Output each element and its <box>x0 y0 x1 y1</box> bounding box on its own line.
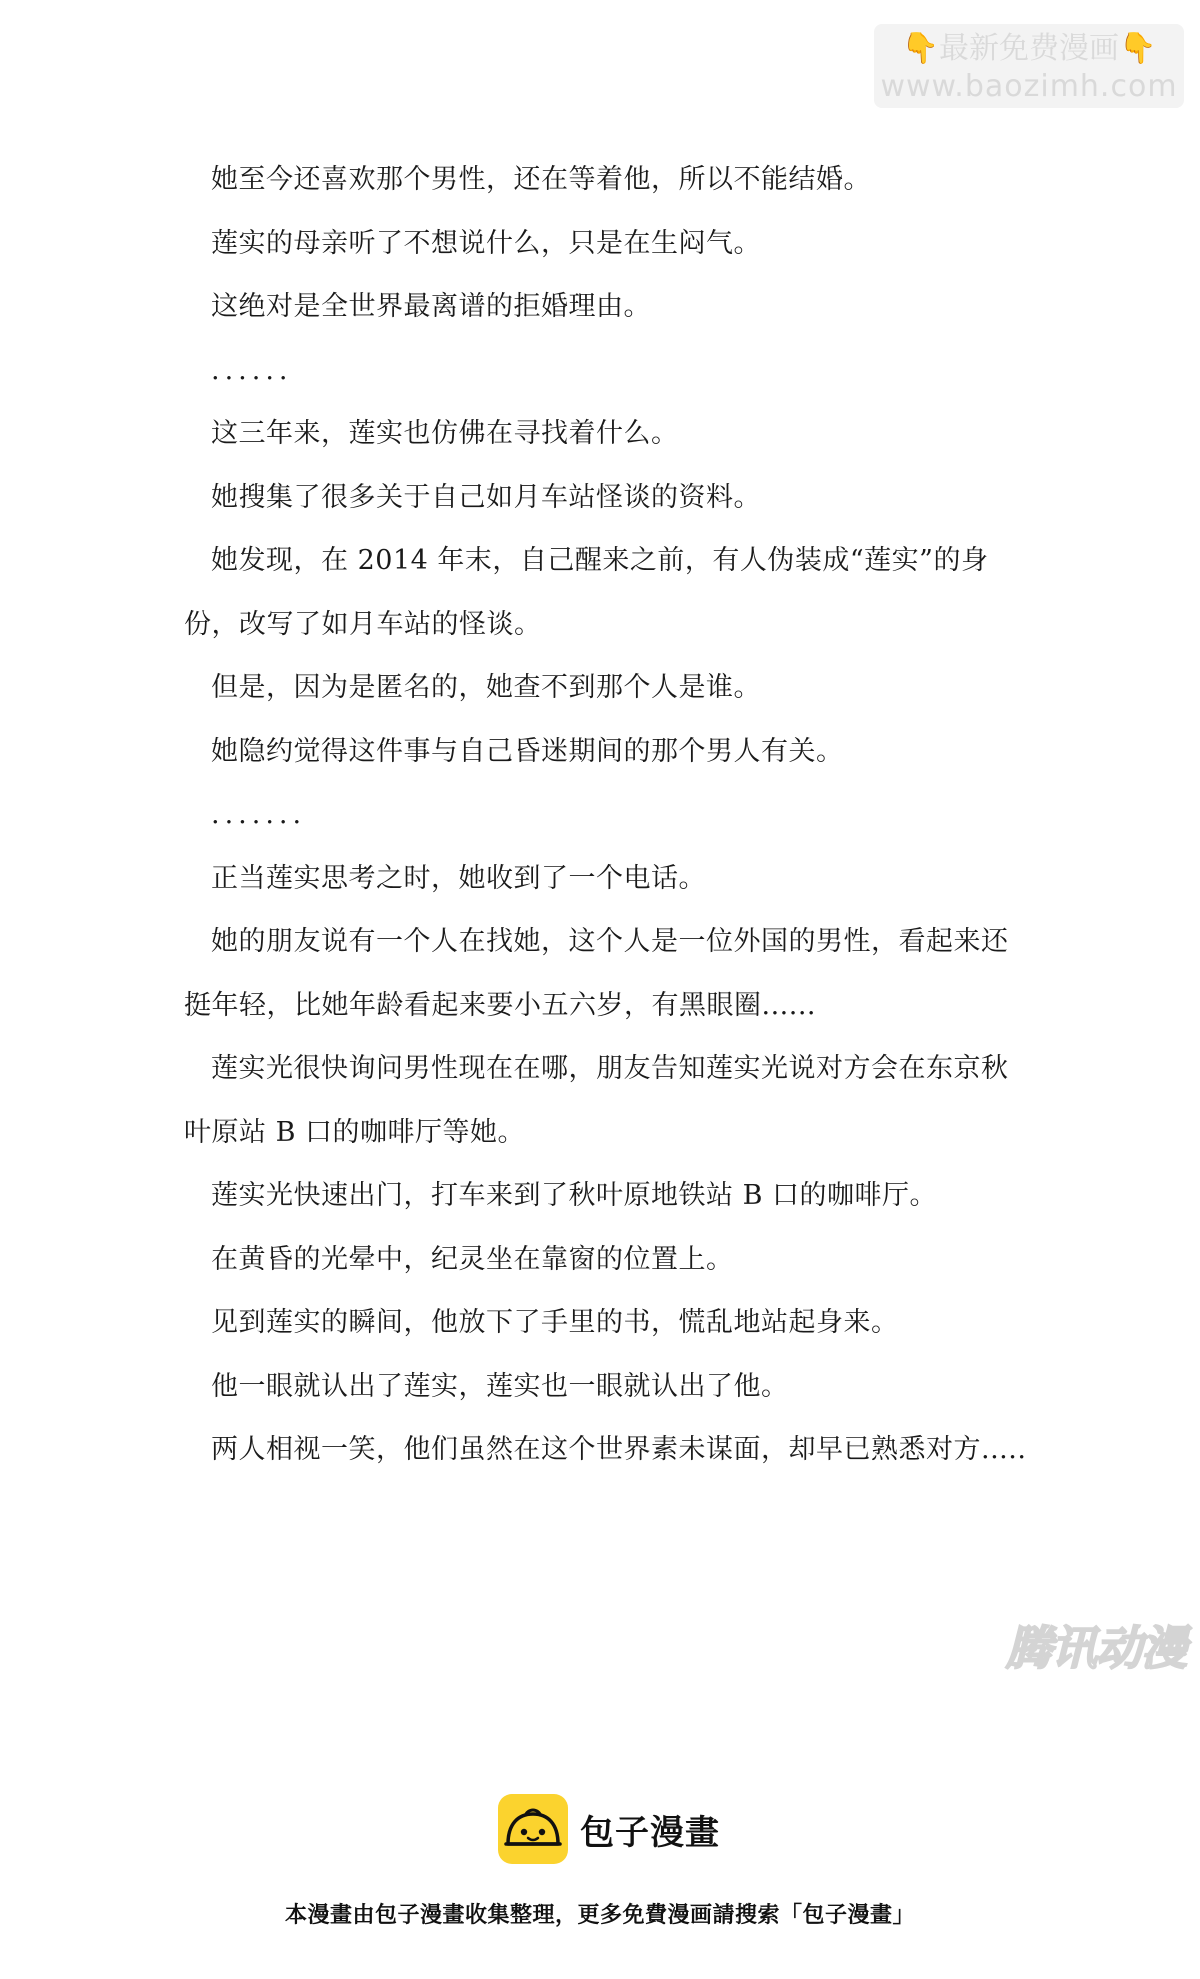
watermark-headline <box>874 28 1184 70</box>
paragraph: 她至今还喜欢那个男性，还在等着他，所以不能结婚。 <box>211 164 871 195</box>
paragraph: 在黄昏的光晕中，纪灵坐在靠窗的位置上。 <box>211 1243 734 1275</box>
chapter-text <box>184 148 1034 1482</box>
ellipsis-paragraph: ...... <box>211 354 293 386</box>
watermark-site-url: www.baozimh.com <box>880 69 1178 104</box>
tencent-comics-watermark: 腾讯动漫 <box>1006 1621 1186 1675</box>
footer-brand <box>498 1793 720 1865</box>
paragraph: 这绝对是全世界最离谱的拒婚理由。 <box>211 291 651 322</box>
paragraph: 她发现，在 2014 年末，自己醒来之前，有人伪装成“莲实”的身份，改写了如月车站的怪谈。 <box>184 545 989 640</box>
ellipsis-paragraph: ....... <box>211 799 307 830</box>
paragraph: 他一眼就认出了莲实，莲实也一眼就认出了他。 <box>211 1370 789 1402</box>
watermark-top-text: 最新免费漫画 <box>939 31 1119 66</box>
bun-face-icon <box>498 1794 568 1864</box>
paragraph: 这三年来，莲实也仿佛在寻找着什么。 <box>211 418 679 449</box>
paragraph: 正当莲实思考之时，她收到了一个电话。 <box>211 862 706 894</box>
paragraph: 莲实的母亲听了不想说什么，只是在生闷气。 <box>211 227 761 259</box>
paragraph: 但是，因为是匿名的，她查不到那个人是谁。 <box>211 672 761 703</box>
paragraph: 莲实光快速出门，打车来到了秋叶原地铁站 B 口的咖啡厅。 <box>211 1180 938 1211</box>
pointing-down-icon: 👇 <box>1119 31 1157 66</box>
paragraph: 她的朋友说有一个人在找她，这个人是一位外国的男性，看起来还挺年轻，比她年龄看起来要小五六岁，有黑眼圈...... <box>184 926 1009 1021</box>
paragraph: 她隐约觉得这件事与自己昏迷期间的那个男人有关。 <box>211 735 844 767</box>
footer-note: 本漫畫由包子漫畫收集整理，更多免費漫画請搜索「包子漫畫」 <box>284 1903 915 1928</box>
paragraph: 她搜集了很多关于自己如月车站怪谈的资料。 <box>211 481 761 513</box>
brand-name: 包子漫畫 <box>580 1812 720 1853</box>
pointing-down-icon: 👇 <box>901 31 939 66</box>
paragraph: 莲实光很快询问男性现在在哪，朋友告知莲实光说对方会在东京秋叶原站 B 口的咖啡厅等她。 <box>184 1053 1009 1148</box>
paragraph: 见到莲实的瞬间，他放下了手里的书，慌乱地站起身来。 <box>211 1307 899 1338</box>
site-watermark <box>874 24 1184 108</box>
paragraph: 两人相视一笑，他们虽然在这个世界素未谋面，却早已熟悉对方..... <box>211 1434 1027 1465</box>
